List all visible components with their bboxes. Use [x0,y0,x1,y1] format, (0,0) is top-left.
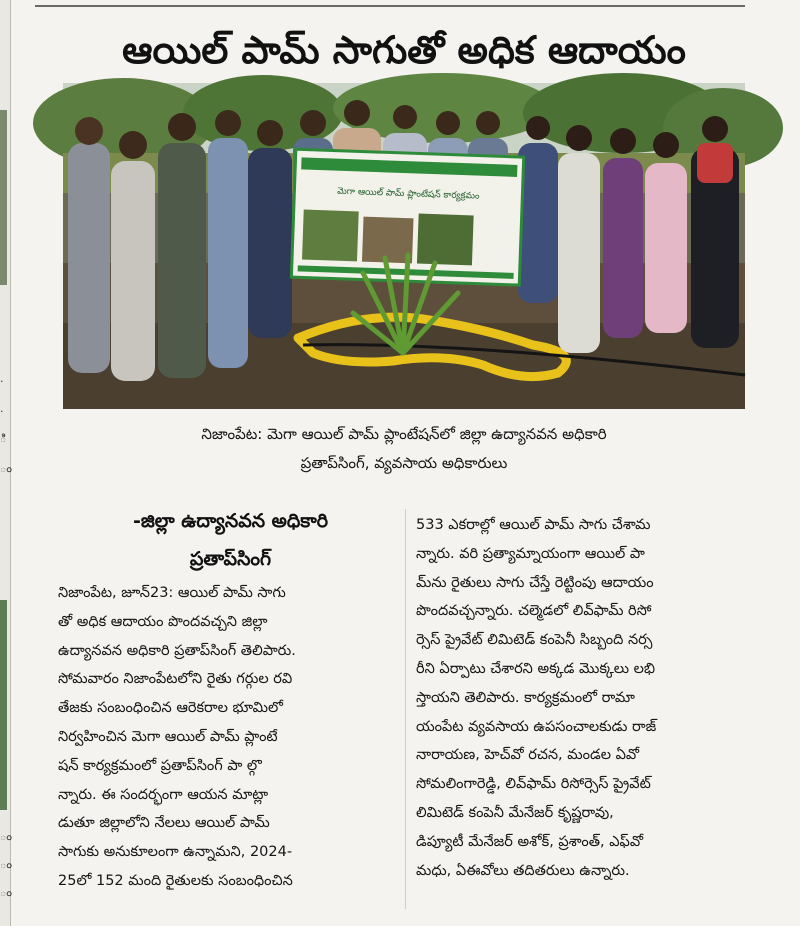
body-line: నిజాంపేట, జూన్23: ఆయిల్ పామ్ సాగు [58,585,286,601]
body-line: సాగుకు అనుకూలంగా ఉన్నామని, 2024- [58,844,293,861]
subhead-line: ప్రతాప్‌సింగ్ [189,548,272,570]
body-line: న్నారు. ఈ సందర్భంగా ఆయన మాట్లా [58,786,269,803]
body-line: డుతూ జిల్లాలోని నేలలు ఆయిల్ పామ్ [58,815,270,832]
body-line: తేజకు సంబంధించిన ఆరెకరాల భూమిలో [58,700,283,717]
article-subhead [58,502,403,578]
headline: ఆయిల్ పామ్ సాగుతో అధిక ఆదాయం [122,28,686,72]
body-line: నారాయణ, హెచ్‌వో రచన, మండల ఏవో [416,747,640,764]
body-line: నిర్వహించిన మెగా ఆయిల్ పామ్ ప్లాంటే [58,728,278,745]
body-line: సోమలింగారెడ్డి, లివ్‌ఫామ్ రిసోర్సెస్ ప్రైవేట్ [416,776,651,793]
margin-char: ి [0,432,7,445]
body-line: స్తాయని తెలిపారు. కార్యక్రమంలో రామా [416,689,635,706]
body-line: పొందవచ్చన్నారు. చల్మెడలో లివ్‌ఫామ్ రిసో [416,603,652,620]
body-line: మధు, ఏఈవోలు తదితరులు ఉన్నారు. [416,862,630,879]
body-line: రీని ఏర్పాటు చేశారని అక్కడ మొక్కలు లభి [416,660,656,677]
body-line: మ్‌ను రైతులు సాగు చేస్తే రెట్టింపు ఆదాయం [416,574,654,591]
body-line: సోమవారం నిజాంపేటలోని రైతు గర్గుల రవి [58,671,293,688]
margin-char: ం [0,462,12,475]
caption-line: ప్రతాప్‌సింగ్, వ్యవసాయ అధికారులు [300,454,508,472]
body-line: లిమిటెడ్ కంపెనీ మేనేజర్ కృష్ణరావు, [416,804,614,821]
top-rule [35,5,745,7]
body-line: 25లో 152 మంది రైతులకు సంబంధించిన [58,872,293,889]
banner-text: మెగా ఆయిల్ పామ్ ప్లాంటేషన్ కార్యక్రమం [337,186,480,202]
news-article [58,14,750,914]
body-line: తో అధిక ఆదాయం పొందవచ్చని జిల్లా [58,613,268,630]
margin-char: . [0,372,4,385]
body-line: ర్సెస్ ప్రైవేట్ లిమిటెడ్ కంపెనీ సిబ్బంది నర్స [416,632,653,649]
body-line: 533 ఎకరాల్లో ఆయిల్ పామ్ సాగు చేశామ [416,517,651,533]
margin-char: . [0,402,4,415]
caption-line: నిజాంపేట: మెగా ఆయిల్ పామ్ ప్లాంటేషన్‌లో జిల్లా ఉద్యానవన అధికారి [201,425,607,443]
body-line: డిప్యూటీ మేనేజర్ అశోక్, ప్రశాంత్, ఎఫ్‌వో [416,833,643,850]
subhead-line: -జిల్లా ఉద్యానవన అధికారి [132,510,329,532]
body-line: ఉద్యానవన అధికారి ప్రతాప్‌సింగ్ తెలిపారు. [58,642,296,659]
body-line: షన్ కార్యక్రమంలో ప్రతాప్‌సింగ్ పా ల్గొ [58,757,262,774]
body-column-right [416,511,748,885]
neighbour-photo-strip-lower [0,600,7,810]
neighbour-photo-strip [0,110,7,285]
body-line: న్నారు. వరి ప్రత్యామ్నాయంగా ఆయిల్ పా [416,545,645,562]
column-divider [405,509,406,909]
margin-char: ం [0,886,12,899]
body-line: యంపేట వ్యవసాయ ఉపసంచాలకుడు రాజ్ [416,718,657,735]
body-column-left [58,579,398,896]
margin-char: ం [0,830,12,843]
margin-char: ం [0,858,12,871]
photo-caption [58,420,750,478]
news-photo [63,83,745,409]
